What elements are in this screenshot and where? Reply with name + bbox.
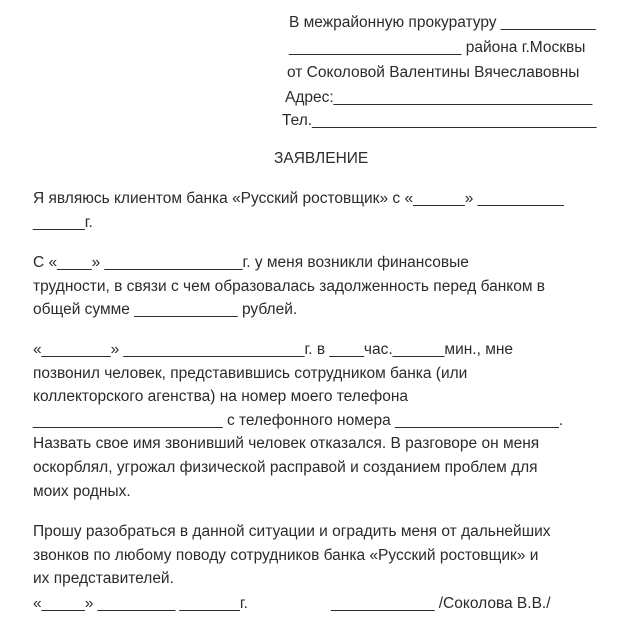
addressee-line-phone: Тел._________________________________ <box>282 112 597 129</box>
addressee-line-district: ____________________ района г.Москвы <box>289 39 586 56</box>
paragraph-line: оскорблял, угрожал физической расправой и созданием проблем для <box>33 459 538 476</box>
paragraph-line: позвонил человек, представившись сотрудником банка (или <box>33 365 468 382</box>
paragraph-line: «________» _____________________г. в ____час.______мин., мне <box>33 341 514 358</box>
addressee-line-address: Адрес:______________________________ <box>285 89 593 106</box>
paragraph-line: ______________________ с телефонного номера ___________________. <box>33 412 564 429</box>
paragraph-line: их представителей. <box>33 570 174 587</box>
paragraph-line: общей сумме ____________ рублей. <box>33 301 298 318</box>
paragraph-line: Прошу разобраться в данной ситуации и оградить меня от дальнейших <box>33 523 551 540</box>
addressee-line-prosecutor: В межрайонную прокуратуру ___________ <box>289 14 596 31</box>
paragraph-line: трудности, в связи с чем образовалась задолженность перед банком в <box>33 278 546 295</box>
paragraph-line: звонков по любому поводу сотрудников банка «Русский ростовщик» и <box>33 547 539 564</box>
document-title: ЗАЯВЛЕНИЕ <box>274 150 369 167</box>
paragraph-line: коллекторского агенства) на номер моего телефона <box>33 388 408 405</box>
signature-name: ____________ /Соколова В.В./ <box>331 595 551 612</box>
paragraph-line: Назвать свое имя звонивший человек отказался. В разговоре он меня <box>33 435 540 452</box>
signature-date: «_____» _________ _______г. <box>33 595 248 612</box>
paragraph-line: моих родных. <box>33 483 131 500</box>
paragraph-line: С «____» ________________г. у меня возникли финансовые <box>33 254 469 271</box>
paragraph-line: Я являюсь клиентом банка «Русский ростовщик» с «______» __________ <box>33 190 564 207</box>
addressee-line-sender: от Соколовой Валентины Вячеславовны <box>287 64 580 81</box>
paragraph-line: ______г. <box>33 214 93 231</box>
